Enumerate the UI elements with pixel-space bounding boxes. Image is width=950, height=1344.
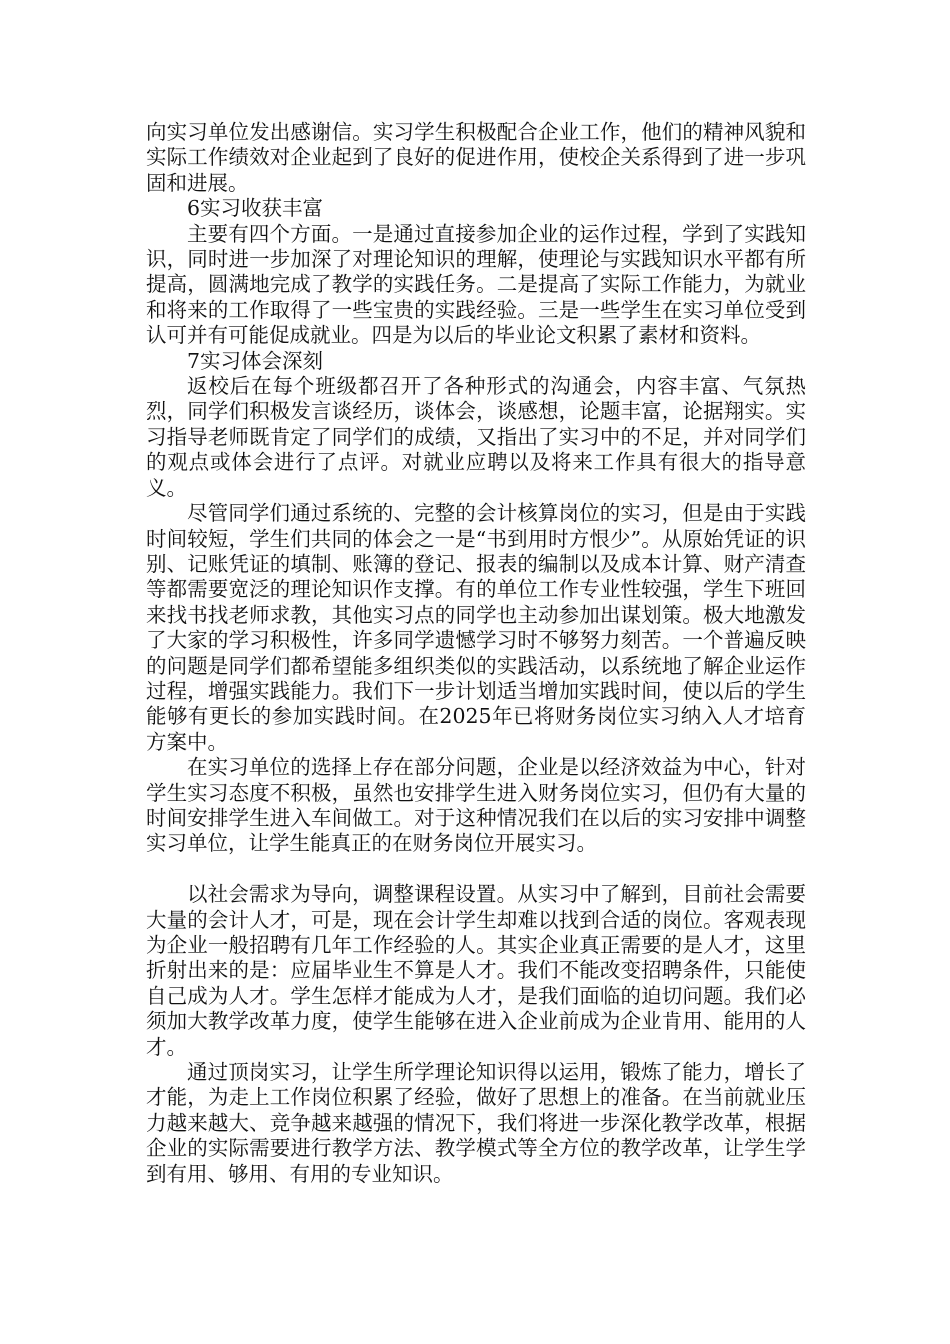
section-7-paragraph-3: 在实习单位的选择上存在部分问题，企业是以经济效益为中心，针对学生实习态度不积极，虽然也安排学生进入财务岗位实习，但仍有大量的时间安排学生进入车间做工。对于这种情况我们在以后的实习安排中调整实习单位，让学生能真正的在财务岗位开展实习。	[146, 755, 806, 856]
document-page	[146, 120, 806, 1187]
blank-line	[146, 857, 806, 882]
section-8-paragraph-2: 通过顶岗实习，让学生所学理论知识得以运用，锻炼了能力，增长了才能，为走上工作岗位积累了经验，做好了思想上的准备。在当前就业压力越来越大、竞争越来越强的情况下，我们将进一步深化教学改革，根据企业的实际需要进行教学方法、教学模式等全方位的教学改革，让学生学到有用、够用、有用的专业知识。	[146, 1060, 806, 1186]
section-7-paragraph-1: 返校后在每个班级都召开了各种形式的沟通会，内容丰富、气氛热烈，同学们积极发言谈经历，谈体会，谈感想，论题丰富，论据翔实。实习指导老师既肯定了同学们的成绩，又指出了实习中的不足，并对同学们的观点或体会进行了点评。对就业应聘以及将来工作具有很大的指导意义。	[146, 374, 806, 500]
section-6-paragraph: 主要有四个方面。一是通过直接参加企业的运作过程，学到了实践知识，同时进一步加深了对理论知识的理解，使理论与实践知识水平都有所提高，圆满地完成了教学的实践任务。二是提高了实际工作能力，为就业和将来的工作取得了一些宝贵的实践经验。三是一些学生在实习单位受到认可并有可能促成就业。四是为以后的毕业论文积累了素材和资料。	[146, 221, 806, 348]
section-6-heading: 6实习收获丰富	[187, 196, 324, 221]
section-7-heading: 7实习体会深刻	[187, 348, 324, 373]
section-7-paragraph-2: 尽管同学们通过系统的、完整的会计核算岗位的实习，但是由于实践时间较短，学生们共同的体会之一是“书到用时方恨少”。从原始凭证的识别、记账凭证的填制、账簿的登记、报表的编制以及成本计算、财产清查等都需要宽泛的理论知识作支撑。有的单位工作专业性较强，学生下班回来找书找老师求教，其他实习点的同学也主动参加出谋划策。极大地激发了大家的学习积极性，许多同学遗憾学习时不够努力刻苦。一个普遍反映的问题是同学们都希望能多组织类似的实践活动，以系统地了解企业运作过程，增强实践能力。我们下一步计划适当增加实践时间，使以后的学生能够有更长的参加实践时间。在2025年已将财务岗位实习纳入人才培育方案中。	[146, 501, 806, 754]
intro-paragraph: 向实习单位发出感谢信。实习学生积极配合企业工作，他们的精神风貌和实际工作绩效对企业起到了良好的促进作用，使校企关系得到了进一步巩固和进展。	[146, 120, 806, 195]
section-8-paragraph-1: 以社会需求为导向，调整课程设置。从实习中了解到，目前社会需要大量的会计人才，可是，现在会计学生却难以找到合适的岗位。客观表现为企业一般招聘有几年工作经验的人。其实企业真正需要的是人才，这里折射出来的是：应届毕业生不算是人才。我们不能改变招聘条件，只能使自己成为人才。学生怎样才能成为人才，是我们面临的迫切问题。我们必须加大教学改革力度，使学生能够在进入企业前成为企业肯用、能用的人才。	[146, 882, 806, 1059]
